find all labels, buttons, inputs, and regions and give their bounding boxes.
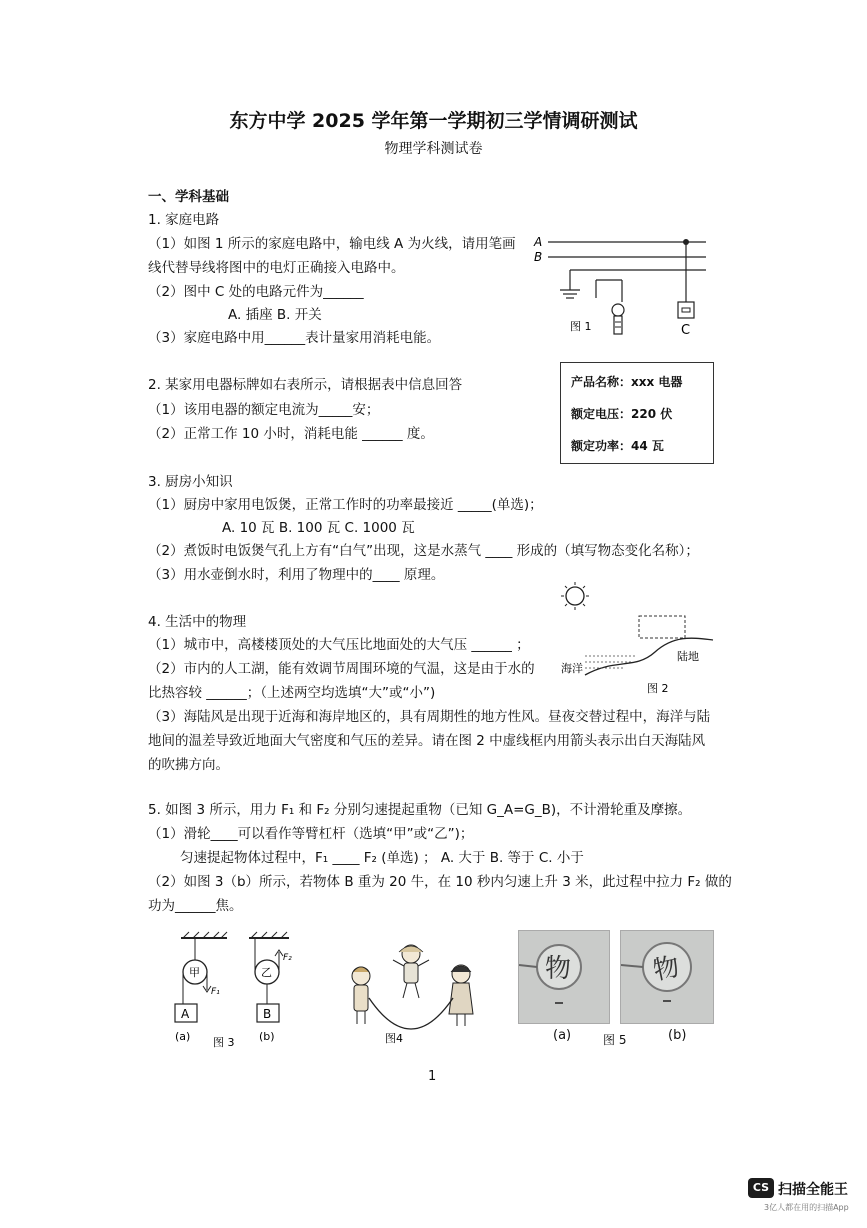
figure-4-caption: 图4 [385,1032,403,1045]
q4-line5: 地间的温差导致近地面大气密度和气压的差异。请在图 2 中虚线框内用箭头表示出白天海陆风 [148,733,706,749]
page-number: 1 [428,1069,437,1084]
q1-options: A. 插座 B. 开关 [228,307,322,323]
section-heading: 一、学科基础 [148,189,229,205]
wire-a-label: A [534,235,543,249]
q1-line2: 线代替导线将图中的电灯正确接入电路中。 [148,260,405,276]
figure-3b-sublabel: (b) [259,1030,275,1043]
figure-4-jump-rope [345,940,480,1045]
sun-icon [561,582,589,610]
q1-line5: （3）家庭电路中用______表计量家用消耗电能。 [148,330,441,346]
dashed-arrow-box [639,616,685,638]
figure-5b-sublabel: (b) [668,1028,687,1043]
nameplate-table [560,362,714,464]
q5-line2: 匀速提起物体过程中，F₁ ____ F₂ (单选) ； A. 大于 B. 等于 C. 小于 [180,850,584,866]
plate-rated-power: 额定功率：44 瓦 [571,439,664,453]
q4-line3: 比热容较 ______；（上述两空均选填“大”或“小”) [148,685,436,701]
girl-right-figure [449,965,473,1026]
figure-1-circuit [530,230,710,340]
q2-line1: （1）该用电器的额定电流为_____安； [148,402,380,418]
q1-line1: （1）如图 1 所示的家庭电路中，输电线 A 为火线，请用笔画 [148,236,516,252]
figure-2-caption: 图 2 [647,682,669,695]
figure-3-pulleys [165,928,325,1053]
q3-line3: （2）煮饭时电饭煲气孔上方有“白气”出现，这是水蒸气 ____ 形成的（填写物态变化名称）； [148,543,699,559]
component-c-label: C [681,323,691,338]
figure-1-caption: 图 1 [570,320,592,333]
force-f1-label: F₁ [211,987,220,997]
q5-line3: （2）如图 3（b）所示，若物体 B 重为 20 牛，在 10 秒内匀速上升 3 米，此过程中拉力 F₂ 做的 [148,874,732,890]
scanner-tagline: 3亿人都在用的扫描App [764,1203,849,1212]
q4-line4: （3）海陆风是出现于近海和海岸地区的，具有周期性的地方性风。昼夜交替过程中，海洋与陆 [148,709,711,725]
page-subtitle: 物理学科测试卷 [384,141,483,157]
pulley-jia-label: 甲 [189,966,200,979]
q4-heading: 4. 生活中的物理 [148,614,247,630]
wire-b-label: B [534,250,543,264]
jump-rope [369,998,453,1029]
jumping-child-figure [393,945,429,998]
scanner-logo-icon: CS [748,1178,774,1198]
q4-line6: 的吹拂方向。 [148,757,229,773]
figure-3-caption: 图 3 [213,1036,235,1049]
q3-line1: （1）厨房中家用电饭煲，正常工作时的功率最接近 _____(单选)； [148,497,543,513]
q5-line1: （1）滑轮____可以看作等臂杠杆（选填“甲”或“乙”)； [148,826,474,842]
magnified-char-a: 物 [545,954,572,984]
q4-line2: （2）市内的人工湖，能有效调节周围环境的气温，这是由于水的 [148,661,535,677]
figure-2-sea-land [555,580,715,700]
q5-line4: 功为______焦。 [148,898,243,914]
scanner-brand: 扫描全能王 [778,1182,848,1198]
plate-rated-voltage: 额定电压：220 伏 [571,407,673,421]
figure-5a-photo [518,930,610,1024]
q4-line1: （1）城市中，高楼楼顶处的大气压比地面处的大气压 ______ ； [148,637,530,653]
sea-label: 海洋 [561,662,583,675]
plate-product-name: 产品名称：xxx 电器 [571,375,683,389]
q3-heading: 3. 厨房小知识 [148,474,233,490]
girl-left-figure [352,967,370,1024]
figure-3a-sublabel: (a) [175,1030,191,1043]
figure-5-caption: 图 5 [603,1033,627,1047]
block-b-label: B [263,1007,272,1021]
land-label: 陆地 [677,650,699,663]
force-f2-label: F₂ [283,953,292,963]
q3-line4: （3）用水壶倒水时，利用了物理中的____ 原理。 [148,567,445,583]
pulley-yi-label: 乙 [261,966,272,979]
q2-line2: （2）正常工作 10 小时，消耗电能 ______ 度。 [148,426,434,442]
magnified-char-b: 物 [650,951,683,987]
figure-5a-sublabel: (a) [553,1028,572,1043]
q3-options: A. 10 瓦 B. 100 瓦 C. 1000 瓦 [222,520,415,536]
figure-5b-photo [620,930,714,1024]
q1-heading: 1. 家庭电路 [148,212,220,228]
page-title: 东方中学 2025 学年第一学期初三学情调研测试 [229,110,638,132]
q1-line3: （2）图中 C 处的电路元件为______ [148,284,364,300]
block-a-label: A [181,1007,190,1021]
q5-heading: 5. 如图 3 所示，用力 F₁ 和 F₂ 分别匀速提起重物（已知 G_A=G_B)，不计滑轮重及摩擦。 [148,802,692,818]
q2-heading: 2. 某家用电器标牌如右表所示，请根据表中信息回答 [148,377,463,393]
